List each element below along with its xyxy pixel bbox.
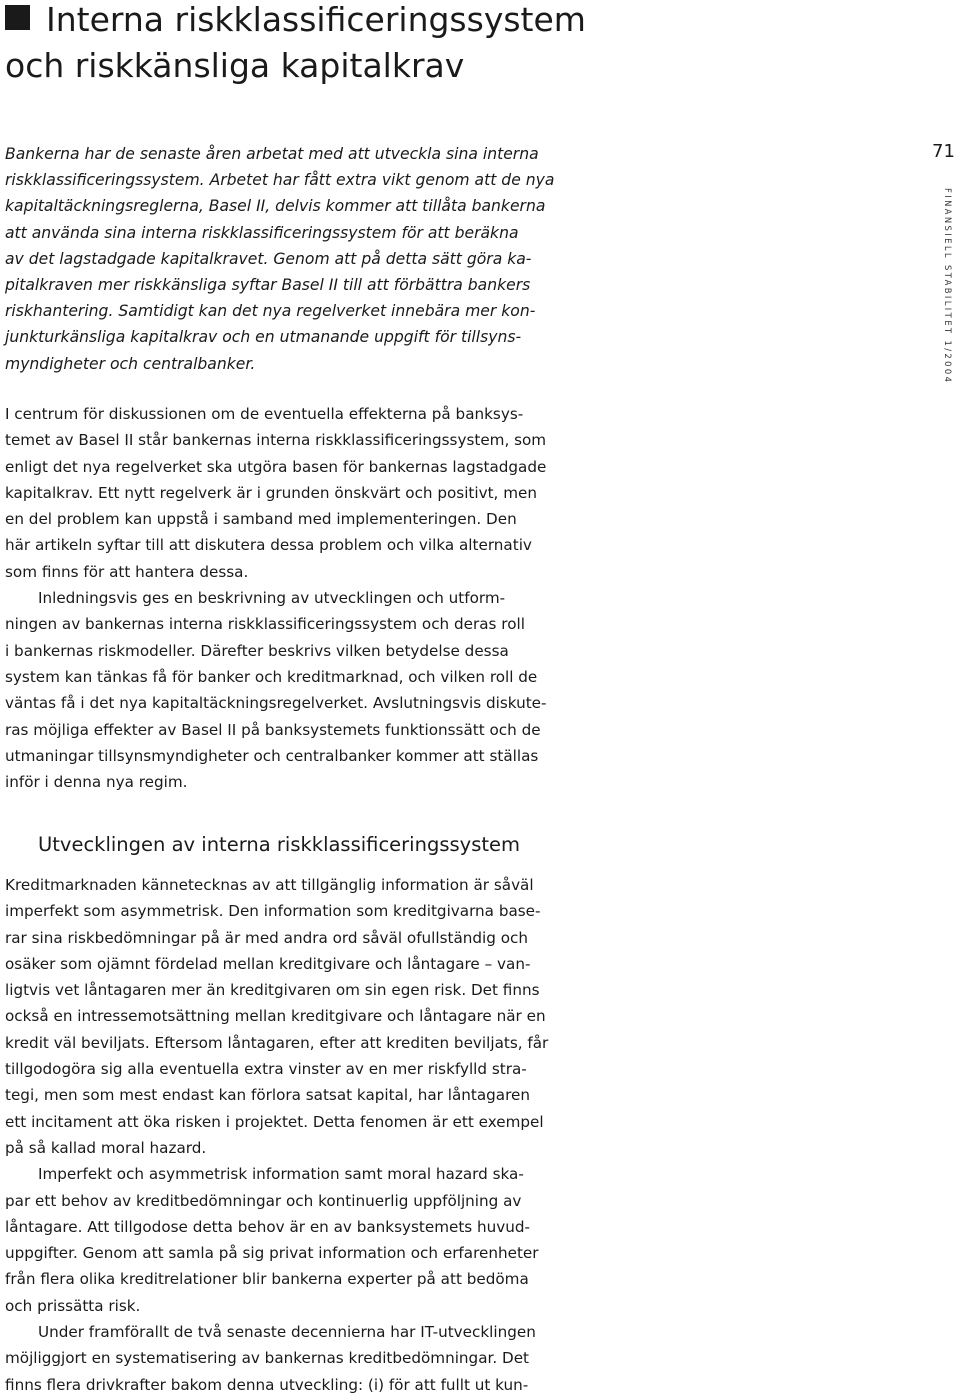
article-title-line-1: Interna riskklassificeringssystem	[46, 0, 586, 39]
body-line: system kan tänkas få för banker och kreditmarknad, och vilken roll de	[5, 667, 538, 686]
body-line: låntagare. Att tillgodose detta behov är en av banksystemets huvud-	[5, 1217, 531, 1236]
body-line: Kreditmarknaden kännetecknas av att tillgänglig information är såväl	[5, 876, 534, 894]
body-line: från flera olika kreditrelationer blir bankerna experter på att bedöma	[5, 1270, 529, 1289]
section-heading: Utvecklingen av interna riskklassificeringssystem	[38, 833, 520, 856]
body-line: tegi, men som mest endast kan förlora satsat kapital, har låntagaren	[5, 1086, 530, 1105]
body-line: imperfekt som asymmetrisk. Den information som kreditgivarna base-	[5, 902, 541, 921]
body-line: ningen av bankernas interna riskklassificeringssystem och deras roll	[5, 615, 525, 634]
lead-line: myndigheter och centralbanker.	[5, 354, 256, 373]
lead-line: att använda sina interna riskklassificeringssystem för att beräkna	[5, 223, 519, 242]
lead-paragraph	[5, 141, 565, 377]
lead-line: Bankerna har de senaste åren arbetat med att utveckla sina interna	[5, 145, 539, 163]
title-bullet-square	[5, 5, 30, 30]
lead-line: junkturkänsliga kapitalkrav och en utmanande uppgift för tillsyns-	[5, 328, 522, 347]
body-line: som finns för att hantera dessa.	[5, 562, 249, 581]
body-line: par ett behov av kreditbedömningar och kontinuerlig uppföljning av	[5, 1191, 522, 1210]
body-line: i bankernas riskmodeller. Därefter beskrivs vilken betydelse dessa	[5, 641, 509, 660]
body-line: Imperfekt och asymmetrisk information samt moral hazard ska-	[38, 1165, 524, 1184]
body-line: utmaningar tillsynsmyndigheter och centralbanker kommer att ställas	[5, 746, 539, 765]
section-text	[5, 872, 565, 1398]
body-line: inför i denna nya regim.	[5, 773, 188, 792]
body-line: enligt det nya regelverket ska utgöra basen för bankernas lagstadgade	[5, 457, 547, 476]
body-line: en del problem kan uppstå i samband med implementeringen. Den	[5, 510, 517, 529]
body-line: ras möjliga effekter av Basel II på banksystemets funktionssätt och de	[5, 720, 541, 739]
body-line: möjliggjort en systematisering av bankernas kreditbedömningar. Det	[5, 1349, 529, 1368]
lead-line: av det lagstadgade kapitalkravet. Genom att på detta sätt göra ka-	[5, 249, 532, 268]
body-line: på så kallad moral hazard.	[5, 1138, 207, 1157]
page-number: 71	[932, 141, 955, 162]
body-line: osäker som ojämnt fördelad mellan kreditgivare och låntagare – van-	[5, 954, 531, 973]
body-line: tillgodogöra sig alla eventuella extra vinster av en mer riskfylld stra-	[5, 1060, 527, 1079]
body-line: temet av Basel II står bankernas interna riskklassificeringssystem, som	[5, 431, 547, 450]
body-line: Inledningsvis ges en beskrivning av utvecklingen och utform-	[38, 589, 506, 608]
body-line: och prissätta risk.	[5, 1296, 141, 1315]
body-line: ligtvis vet låntagaren mer än kreditgivaren om sin egen risk. Det finns	[5, 981, 540, 1000]
body-line: Under framförallt de två senaste decennierna har IT-utvecklingen	[38, 1323, 536, 1342]
lead-line: riskklassificeringssystem. Arbetet har fått extra vikt genom att de nya	[5, 171, 555, 190]
body-line: finns flera drivkrafter bakom denna utveckling: (i) för att fullt ut kun-	[5, 1375, 529, 1394]
article-title-line-2: och riskkänsliga kapitalkrav	[5, 46, 465, 85]
lead-line: kapitaltäckningsreglerna, Basel II, delvis kommer att tillåta bankerna	[5, 197, 546, 216]
lead-line: pitalkraven mer riskkänsliga syftar Basel II till att förbättra bankers	[5, 276, 531, 295]
running-head: FINANSIELL STABILITET 1/2004	[943, 188, 953, 385]
body-line: ett incitament att öka risken i projektet. Detta fenomen är ett exempel	[5, 1112, 544, 1131]
intro-text	[5, 401, 565, 795]
body-line: också en intressemotsättning mellan kreditgivare och låntagare när en	[5, 1007, 546, 1026]
body-line: kapitalkrav. Ett nytt regelverk är i grunden önskvärt och positivt, men	[5, 483, 537, 502]
lead-line: riskhantering. Samtidigt kan det nya regelverket innebära mer kon-	[5, 302, 536, 321]
body-line: uppgifter. Genom att samla på sig privat information och erfarenheter	[5, 1244, 539, 1263]
body-line: I centrum för diskussionen om de eventuella effekterna på banksys-	[5, 405, 524, 423]
body-line: kredit väl beviljats. Eftersom låntagaren, efter att krediten beviljats, får	[5, 1033, 549, 1052]
body-line: väntas få i det nya kapitaltäckningsregelverket. Avslutningsvis diskute-	[5, 694, 547, 713]
body-line: rar sina riskbedömningar på är med andra ord såväl ofullständig och	[5, 928, 528, 947]
body-line: här artikeln syftar till att diskutera dessa problem och vilka alternativ	[5, 536, 532, 555]
